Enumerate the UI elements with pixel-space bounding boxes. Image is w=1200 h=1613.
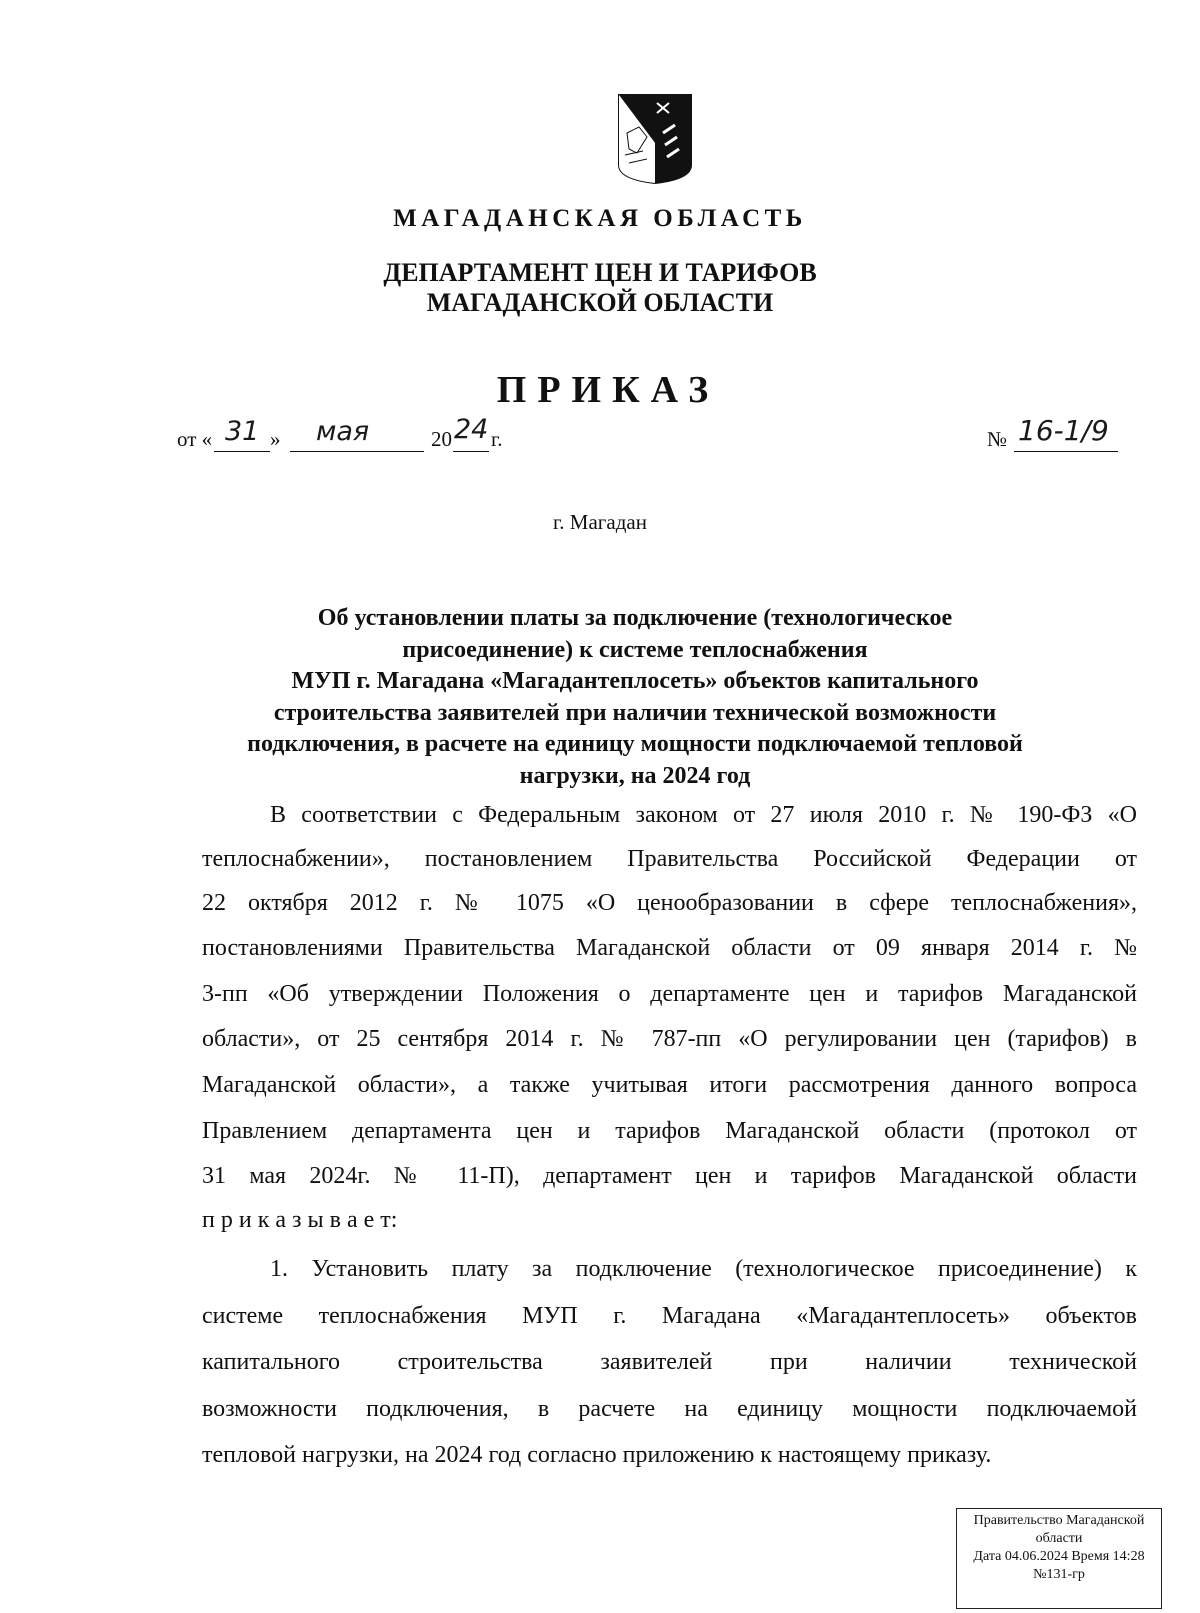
title-line: МУП г. Магадана «Магадантеплосеть» объектов капитального xyxy=(291,668,979,694)
registration-stamp xyxy=(956,1508,1162,1609)
title-line: присоединение) к системе теплоснабжения xyxy=(402,636,868,663)
title-line: нагрузки, на 2024 год xyxy=(519,762,751,789)
body-line: 3-пп «Об утверждении Положения о департаменте цен и тарифов Магаданской xyxy=(202,981,1137,1007)
stamp-line: Правительство Магаданской xyxy=(973,1513,1145,1528)
body-line: 31 мая 2024г. № 11-П), департамент цен и тарифов Магаданской области xyxy=(202,1163,1137,1189)
day-underline xyxy=(214,451,270,452)
body-line: Магаданской области», а также учитывая итоги рассмотрения данного вопроса xyxy=(202,1072,1137,1098)
coat-of-arms-emblem xyxy=(617,93,693,185)
order-number-handwritten: 16-1/9 xyxy=(1018,414,1109,447)
body-line: тепловой нагрузки, на 2024 год согласно приложению к настоящему приказу. xyxy=(202,1442,992,1468)
document-type-heading: ПРИКАЗ xyxy=(496,369,720,411)
date-year-prefix: 20 xyxy=(431,427,452,451)
order-title xyxy=(200,603,1070,792)
body-line: В соответствии с Федеральным законом от 27 июля 2010 г. № 190-ФЗ «О xyxy=(270,802,1137,828)
year-underline xyxy=(453,451,489,452)
month-underline xyxy=(290,451,424,452)
date-prefix: от « xyxy=(177,427,213,451)
department-heading-line2: МАГАДАНСКОЙ ОБЛАСТИ xyxy=(426,288,774,317)
body-line: системе теплоснабжения МУП г. Магадана «Магадантеплосеть» объектов xyxy=(202,1303,1137,1329)
region-heading: МАГАДАНСКАЯ ОБЛАСТЬ xyxy=(393,205,807,232)
body-line: возможности подключения, в расчете на единицу мощности подключаемой xyxy=(202,1396,1137,1422)
number-underline xyxy=(1014,451,1118,452)
stamp-line: области xyxy=(1035,1531,1083,1546)
body-line: постановлениями Правительства Магаданской области от 09 января 2014 г. № xyxy=(202,935,1137,961)
body-line: 1. Установить плату за подключение (технологическое присоединение) к xyxy=(270,1256,1137,1282)
city-line: г. Магадан xyxy=(553,510,647,534)
title-line: строительства заявителей при наличии технической возможности xyxy=(273,699,997,726)
body-line: 22 октября 2012 г. № 1075 «О ценообразовании в сфере теплоснабжения», xyxy=(202,890,1137,916)
stamp-line: №131-гр xyxy=(1033,1567,1085,1582)
title-line: Об установлении платы за подключение (технологическое xyxy=(317,605,953,631)
date-day-handwritten: 31 xyxy=(225,416,260,447)
date-year-unit: г. xyxy=(491,427,503,451)
date-year-handwritten: 24 xyxy=(454,414,489,445)
body-line: Правлением департамента цен и тарифов Магаданской области (протокол от xyxy=(202,1118,1137,1144)
department-heading-line1: ДЕПАРТАМЕНТ ЦЕН И ТАРИФОВ xyxy=(383,258,817,287)
title-line: подключения, в расчете на единицу мощности подключаемой тепловой xyxy=(247,731,1023,757)
date-quote-close: » xyxy=(270,427,281,451)
body-line: капитального строительства заявителей при наличии технической xyxy=(202,1349,1137,1375)
body-line: теплоснабжении», постановлением Правительства Российской Федерации от xyxy=(202,846,1137,872)
orders-keyword: п р и к а з ы в а е т: xyxy=(202,1207,398,1233)
date-month-handwritten: мая xyxy=(316,416,370,447)
order-number-label: № xyxy=(987,427,1008,451)
stamp-line: Дата 04.06.2024 Время 14:28 xyxy=(973,1549,1145,1564)
body-line: области», от 25 сентября 2014 г. № 787-пп «О регулировании цен (тарифов) в xyxy=(202,1026,1137,1052)
